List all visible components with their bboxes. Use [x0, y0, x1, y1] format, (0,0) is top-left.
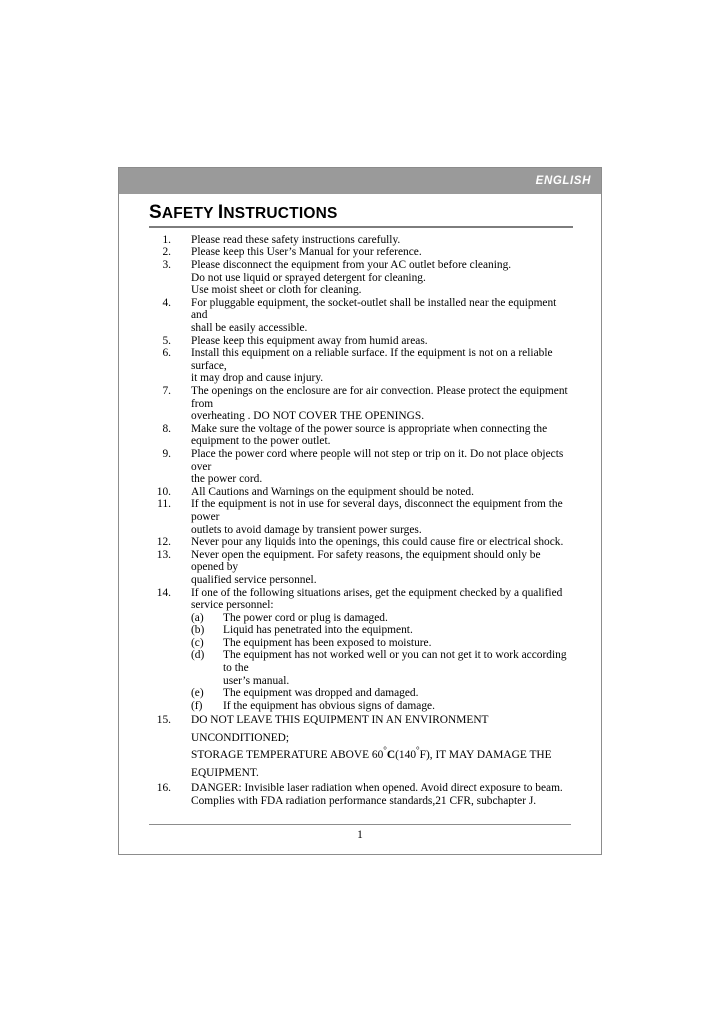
- list-item: [149, 246, 571, 259]
- sub-list-item: [191, 700, 571, 713]
- sub-list-item-line: The power cord or plug is damaged.: [223, 611, 388, 624]
- list-item-line: Use moist sheet or cloth for cleaning.: [191, 284, 362, 297]
- safety-instruction-list: [149, 234, 571, 808]
- list-item-line: equipment to the power outlet.: [191, 435, 331, 448]
- list-item-line: it may drop and cause injury.: [191, 372, 324, 385]
- list-item-line: Do not use liquid or sprayed detergent for cleaning.: [191, 271, 426, 284]
- list-item-number: 14.: [156, 586, 171, 599]
- list-item-number: 6.: [162, 347, 171, 360]
- list-item-number: 15.: [156, 714, 171, 727]
- list-item-number: 9.: [162, 447, 171, 460]
- list-item-line: If one of the following situations arises, get the equipment checked by a qualified: [191, 586, 563, 599]
- list-item-number: 3.: [162, 259, 171, 272]
- list-item-number: 4.: [162, 296, 171, 309]
- list-item-line: Please read these safety instructions carefully.: [191, 233, 401, 246]
- list-item: [149, 385, 571, 423]
- list-item-line: DANGER: Invisible laser radiation when opened. Avoid direct exposure to beam.: [191, 782, 563, 795]
- page-content: [149, 203, 571, 808]
- list-item: [149, 782, 571, 807]
- list-item-line: All Cautions and Warnings on the equipment should be noted.: [191, 485, 474, 498]
- sub-list-item: [191, 637, 571, 650]
- list-item-number: 13.: [156, 548, 171, 561]
- list-item: [149, 234, 571, 247]
- language-header-bar: [119, 168, 601, 194]
- list-item: [149, 549, 571, 587]
- sub-list-item-line: The equipment has been exposed to moisture.: [223, 636, 432, 649]
- list-item-number: 2.: [162, 246, 171, 259]
- lettered-sub-list: [191, 612, 571, 713]
- list-item-number: 11.: [157, 498, 171, 511]
- title-divider: [149, 226, 573, 228]
- page-title-instructions: NSTRUCTIONS: [223, 205, 338, 222]
- list-item-line: service personnel:: [191, 599, 274, 612]
- list-item-line: Please keep this User’s Manual for your reference.: [191, 246, 422, 259]
- page-title-cap-i: I: [217, 202, 224, 223]
- sub-list-item-letter: (f): [191, 699, 203, 712]
- list-item-line: Never open the equipment. For safety reasons, the equipment should only be opened by: [191, 548, 541, 574]
- list-item-line: Please keep this equipment away from humid areas.: [191, 334, 428, 347]
- list-item: [149, 297, 571, 335]
- footer-divider: [149, 824, 571, 825]
- list-item: [149, 259, 571, 297]
- sub-list-item-line: The equipment has not worked well or you can not get it to work according to the: [223, 649, 567, 675]
- sub-list-item: [191, 624, 571, 637]
- sub-list-item: [191, 687, 571, 700]
- list-item: [149, 536, 571, 549]
- list-item-line: Never pour any liquids into the openings, this could cause fire or electrical shock.: [191, 536, 564, 549]
- list-item-line: shall be easily accessible.: [191, 322, 308, 335]
- document-page: [118, 167, 602, 855]
- list-item-line: outlets to avoid damage by transient power surges.: [191, 523, 422, 536]
- list-item-line-temperature: STORAGE TEMPERATURE ABOVE 60°C(140°F), IT MAY DAMAGE THE: [191, 745, 552, 762]
- sub-list-item-line: If the equipment has obvious signs of damage.: [223, 699, 435, 712]
- sub-list-item: [191, 612, 571, 625]
- list-item-line: Install this equipment on a reliable surface. If the equipment is not on a reliable surface,: [191, 347, 553, 372]
- sub-list-item: [191, 649, 571, 687]
- sub-list-container: [149, 612, 571, 713]
- list-item: [149, 498, 571, 536]
- sub-list-item-line: user’s manual.: [223, 674, 290, 687]
- list-item-line: Place the power cord where people will not step or trip on it. Do not place objects over: [191, 447, 564, 473]
- list-item-number: 8.: [162, 422, 171, 435]
- list-item-line: qualified service personnel.: [191, 573, 317, 586]
- sub-list-item-letter: (a): [191, 611, 204, 624]
- list-item: [149, 587, 571, 612]
- list-item: [149, 486, 571, 499]
- list-item-line: overheating . DO NOT COVER THE OPENINGS.: [191, 410, 425, 423]
- sub-list-item-line: The equipment was dropped and damaged.: [223, 687, 419, 700]
- language-label: ENGLISH: [535, 175, 591, 187]
- sub-list-item-line: Liquid has penetrated into the equipment.: [223, 624, 413, 637]
- list-item-number: 1.: [162, 233, 171, 246]
- list-item-number: 5.: [162, 334, 171, 347]
- list-item-number: 12.: [156, 536, 171, 549]
- list-item-line: Complies with FDA radiation performance standards,21 CFR, subchapter J.: [191, 795, 537, 808]
- list-item-number: 10.: [156, 485, 171, 498]
- list-item-line: If the equipment is not in use for several days, disconnect the equipment from the power: [191, 498, 563, 523]
- list-item-line: The openings on the enclosure are for air convection. Please protect the equipment from: [191, 385, 568, 410]
- page-title-cap-s: S: [149, 202, 162, 223]
- sub-list-item-letter: (c): [191, 636, 204, 649]
- list-item-number: 7.: [162, 385, 171, 398]
- list-item: [149, 448, 571, 486]
- page-title: [149, 203, 571, 224]
- list-item-line: EQUIPMENT.: [191, 766, 259, 779]
- list-item-line: DO NOT LEAVE THIS EQUIPMENT IN AN ENVIRONMENT UNCONDITIONED;: [191, 714, 489, 744]
- list-item-line: For pluggable equipment, the socket-outlet shall be installed near the equipment and: [191, 296, 557, 322]
- list-item: [149, 423, 571, 448]
- list-item-line: the power cord.: [191, 473, 263, 486]
- list-item: [149, 712, 571, 782]
- list-item-line: Make sure the voltage of the power source is appropriate when connecting the: [191, 422, 548, 435]
- sub-list-item-letter: (d): [191, 649, 205, 662]
- sub-list-item-letter: (b): [191, 624, 205, 637]
- list-item: [149, 335, 571, 348]
- list-item-line: Please disconnect the equipment from your AC outlet before cleaning.: [191, 259, 512, 272]
- page-number: 1: [357, 829, 363, 841]
- list-item-number: 16.: [156, 782, 171, 795]
- list-item: [149, 347, 571, 385]
- page-title-safety: AFETY: [161, 205, 218, 222]
- sub-list-item-letter: (e): [191, 687, 204, 700]
